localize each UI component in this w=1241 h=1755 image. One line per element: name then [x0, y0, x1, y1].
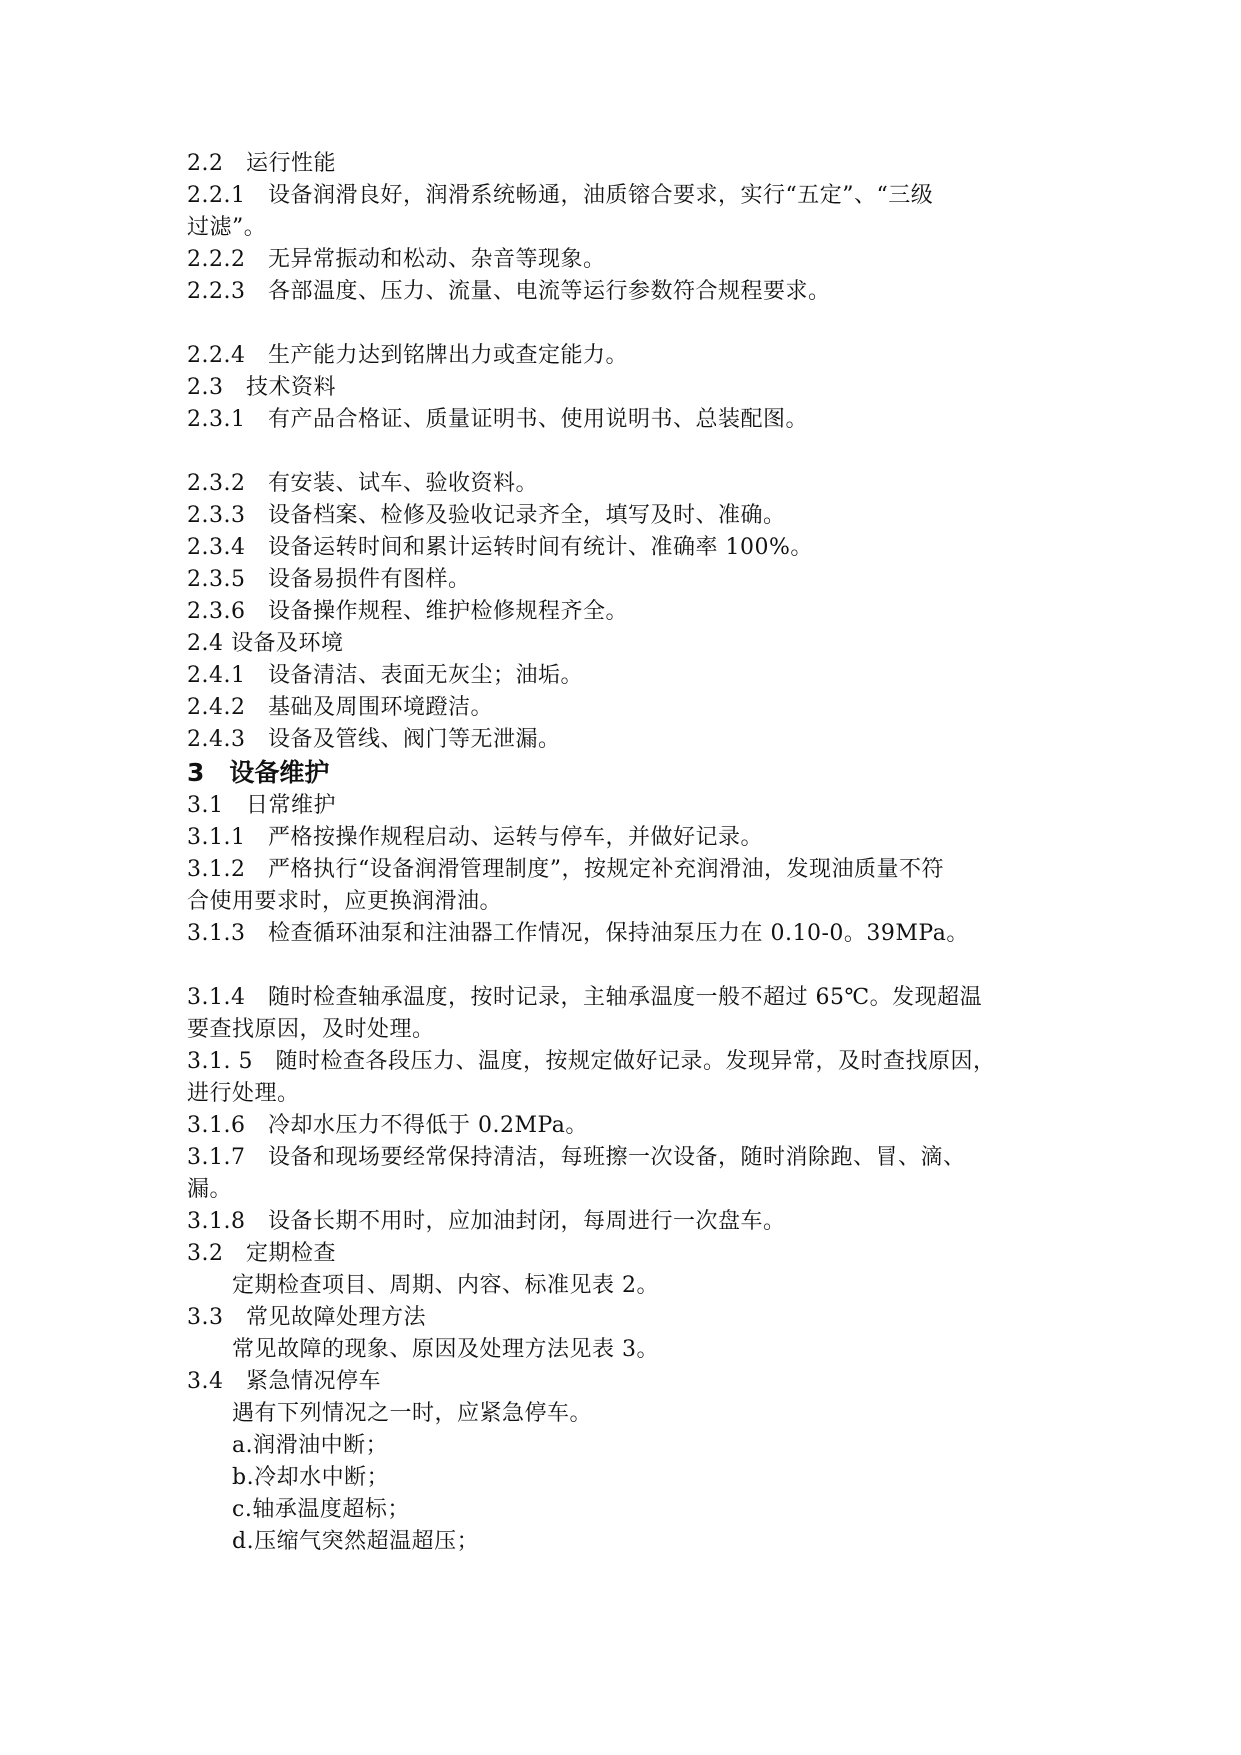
text-line: 进行处理。	[187, 1081, 300, 1106]
text-line: 2.3.3 设备档案、检修及验收记录齐全，填写及时、准确。	[187, 503, 786, 528]
text-line: b.冷却水中断；	[187, 1465, 390, 1490]
text-line: 3.1.7 设备和现场要经常保持清洁，每班擦一次设备，随时消除跑、冒、滴、	[187, 1145, 966, 1170]
text-line: 3.1 日常维护	[187, 793, 336, 818]
text-line: a.润滑油中断；	[187, 1433, 389, 1458]
text-line: 3.4 紧急情况停车	[187, 1369, 381, 1394]
document-page	[187, 148, 1087, 1558]
text-line: 2.3.2 有安装、试车、验收资料。	[187, 471, 538, 496]
text-line: 过滤”。	[187, 215, 267, 240]
text-line: 3.1.4 随时检查轴承温度，按时记录，主轴承温度一般不超过 65℃。发现超温	[187, 985, 983, 1010]
text-line: 2.3.6 设备操作规程、维护检修规程齐全。	[187, 599, 628, 624]
text-line: 2.2.4 生产能力达到铭牌出力或查定能力。	[187, 343, 628, 368]
text-line: 常见故障的现象、原因及处理方法见表 3。	[187, 1337, 659, 1362]
section-heading: 3 设备维护	[187, 758, 330, 787]
paragraph-gap	[187, 308, 1087, 340]
text-line: 2.4.2 基础及周围环境蹬洁。	[187, 695, 493, 720]
text-line: 2.2 运行性能	[187, 151, 336, 176]
text-line: 合使用要求时，应更换润滑油。	[187, 889, 503, 914]
text-line: 2.2.2 无异常振动和松动、杂音等现象。	[187, 247, 606, 272]
text-line: 漏。	[187, 1177, 233, 1202]
text-line: 2.2.3 各部温度、压力、流量、电流等运行参数符合规程要求。	[187, 279, 831, 304]
text-line: 定期检查项目、周期、内容、标准见表 2。	[187, 1273, 659, 1298]
text-line: 3.1.3 检查循环油泵和注油器工作情况，保持油泵压力在 0.10-0。39MPa。	[187, 921, 969, 946]
text-line: 3.1.2 严格执行“设备润滑管理制度”，按规定补充润滑油，发现油质量不符	[187, 857, 944, 882]
text-line: 2.4 设备及环境	[187, 631, 344, 656]
text-line: 2.4.1 设备清洁、表面无灰尘；油垢。	[187, 663, 583, 688]
text-line: 3.1. 5 随时检查各段压力、温度，按规定做好记录。发现异常，及时查找原因，	[187, 1049, 996, 1074]
text-line: 3.2 定期检查	[187, 1241, 336, 1266]
text-line: c.轴承温度超标；	[187, 1497, 410, 1522]
text-line: 3.3 常见故障处理方法	[187, 1305, 426, 1330]
text-line: 2.3.5 设备易损件有图样。	[187, 567, 471, 592]
text-line: 2.3 技术资料	[187, 375, 336, 400]
text-line: d.压缩气突然超温超压；	[187, 1529, 480, 1554]
text-line: 遇有下列情况之一时，应紧急停车。	[187, 1401, 593, 1426]
paragraph-gap	[187, 950, 1087, 982]
text-line: 2.4.3 设备及管线、阀门等无泄漏。	[187, 727, 561, 752]
text-line: 2.3.4 设备运转时间和累计运转时间有统计、准确率 100%。	[187, 535, 813, 560]
text-line: 3.1.1 严格按操作规程启动、运转与停车，并做好记录。	[187, 825, 763, 850]
text-line: 3.1.6 冷却水压力不得低于 0.2MPa。	[187, 1113, 588, 1138]
text-line: 2.3.1 有产品合格证、质量证明书、使用说明书、总装配图。	[187, 407, 808, 432]
text-line: 3.1.8 设备长期不用时，应加油封闭，每周进行一次盘车。	[187, 1209, 786, 1234]
text-line: 2.2.1 设备润滑良好，润滑系统畅通，油质镕合要求，实行“五定”、“三级	[187, 183, 934, 208]
paragraph-gap	[187, 436, 1087, 468]
text-line: 要查找原因，及时处理。	[187, 1017, 435, 1042]
